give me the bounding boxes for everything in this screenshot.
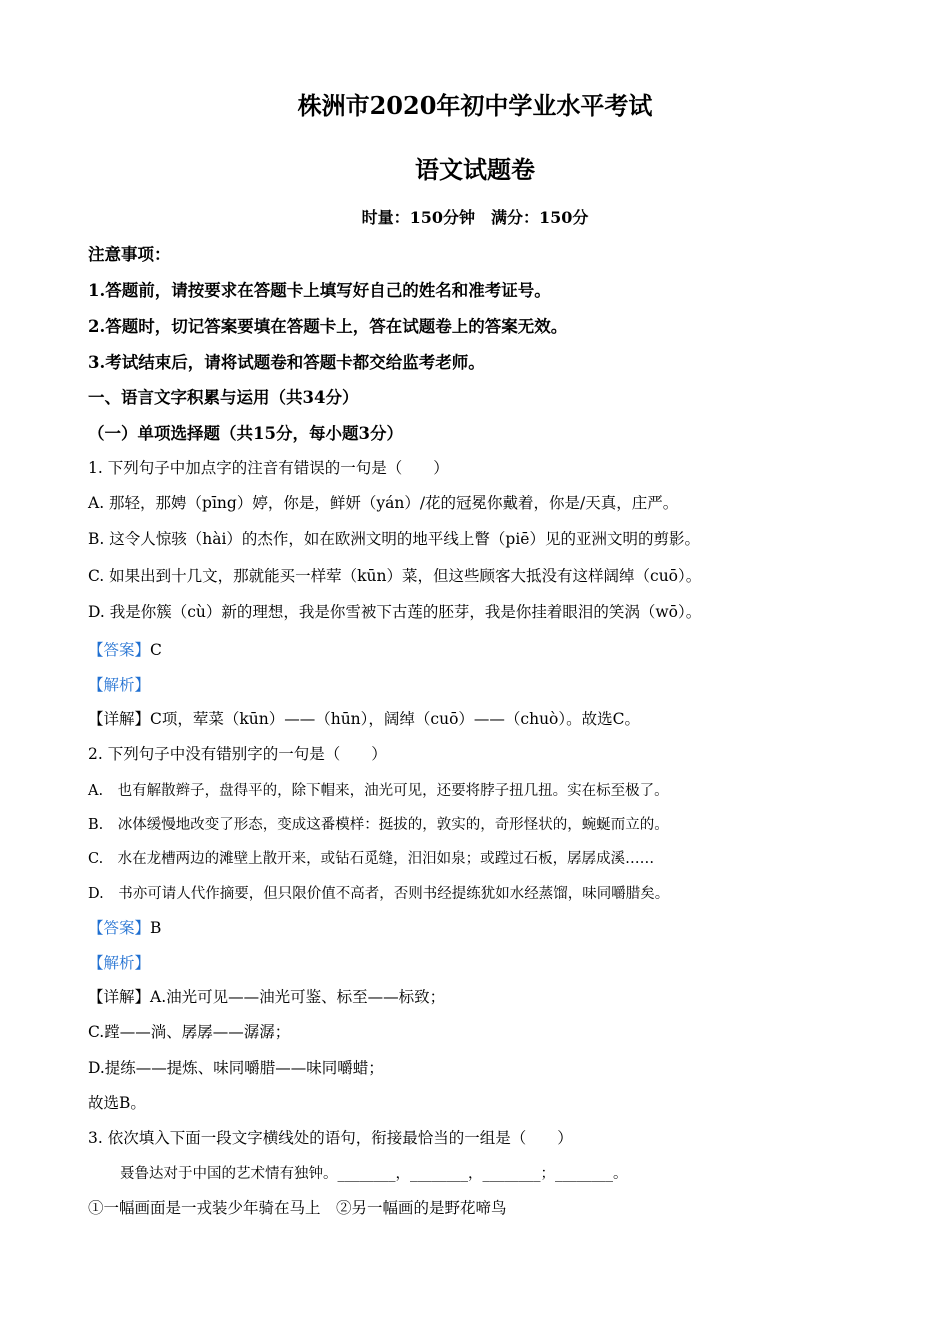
q2-analysis-tag: 【解析】 — [88, 954, 151, 972]
q2-detail-line: 故选B。 — [88, 1094, 146, 1112]
q2-detail-line: D.提练——提炼、味同嚼腊——味同嚼蜡； — [88, 1059, 384, 1077]
answer-value: B — [150, 919, 162, 937]
q3-choices: ①一幅画面是一戎装少年骑在马上 ②另一幅画的是野花啼鸟 — [88, 1199, 507, 1217]
q3-passage: 聂鲁达对于中国的艺术情有独钟。________，________，________；________。 — [120, 1166, 628, 1182]
notice-item: 3.考试结束后，请将试题卷和答题卡都交给监考老师。 — [88, 353, 485, 372]
subsection-heading: （一）单项选择题（共15分，每小题3分） — [88, 424, 403, 443]
notice-item: 1.答题前，请按要求在答题卡上填写好自己的姓名和准考证号。 — [88, 281, 551, 300]
q2-option-d: D. 书亦可请人代作摘要，但只限价值不高者，否则书经提练犹如水经蒸馏，味同嚼腊矣。 — [88, 886, 670, 902]
time-info: 时量：150分钟 满分：150分 — [361, 208, 589, 227]
q2-detail-line: 【详解】A.油光可见——油光可鉴、标至——标致； — [88, 988, 446, 1006]
q2-answer-row — [88, 916, 161, 938]
notice-item: 2.答题时，切记答案要填在答题卡上，答在试题卷上的答案无效。 — [88, 317, 568, 336]
q1-analysis-tag: 【解析】 — [88, 676, 151, 694]
answer-value: C — [150, 641, 162, 659]
q1-option-d: D. 我是你簇（cù）新的理想，我是你雪被下古莲的胚芽，我是你挂着眼泪的笑涡（wō）。 — [88, 603, 702, 621]
section-heading: 一、语言文字积累与运用（共34分） — [88, 388, 359, 407]
q1-option-b: B. 这令人惊骇（hài）的杰作，如在欧洲文明的地平线上瞥（piē）见的亚洲文明的剪影。 — [88, 530, 700, 548]
notice-heading: 注意事项： — [88, 245, 171, 264]
q1-answer-row — [88, 638, 162, 660]
q2-detail-line: C.蹚——淌、孱孱——潺潺； — [88, 1023, 291, 1041]
q1-stem: 1. 下列句子中加点字的注音有错误的一句是（ ） — [88, 459, 449, 477]
q3-stem: 3. 依次填入下面一段文字横线处的语句，衔接最恰当的一组是（ ） — [88, 1129, 573, 1147]
q1-option-c: C. 如果出到十几文，那就能买一样荤（kūn）菜，但这些顾客大抵没有这样阔绰（cuō）。 — [88, 567, 702, 585]
q1-option-a: A. 那轻，那娉（pīng）婷，你是，鲜妍（yán）/花的冠冕你戴着，你是/天真，庄严。 — [88, 494, 679, 512]
answer-tag: 【答案】 — [88, 919, 151, 937]
exam-subtitle: 语文试题卷 — [415, 155, 535, 184]
exam-title: 株洲市2020年初中学业水平考试 — [297, 91, 653, 120]
q2-option-b: B. 冰体缓慢地改变了形态，变成这番模样：挺拔的，敦实的，奇形怪状的，蜿蜒而立的。 — [88, 817, 669, 833]
q2-option-c: C. 水在龙槽两边的滩壁上散开来，或钻石觅缝，汨汨如泉；或蹚过石板，孱孱成溪…… — [88, 851, 655, 867]
q2-stem: 2. 下列句子中没有错别字的一句是（ ） — [88, 745, 387, 763]
q2-option-a: A. 也有解散辫子，盘得平的，除下帽来，油光可见，还要将脖子扭几扭。实在标至极了。 — [88, 783, 669, 799]
q1-detail: 【详解】C项，荤菜（kūn）——（hūn），阔绰（cuō）——（chuò）。故选C。 — [88, 710, 640, 728]
answer-tag: 【答案】 — [88, 641, 151, 659]
